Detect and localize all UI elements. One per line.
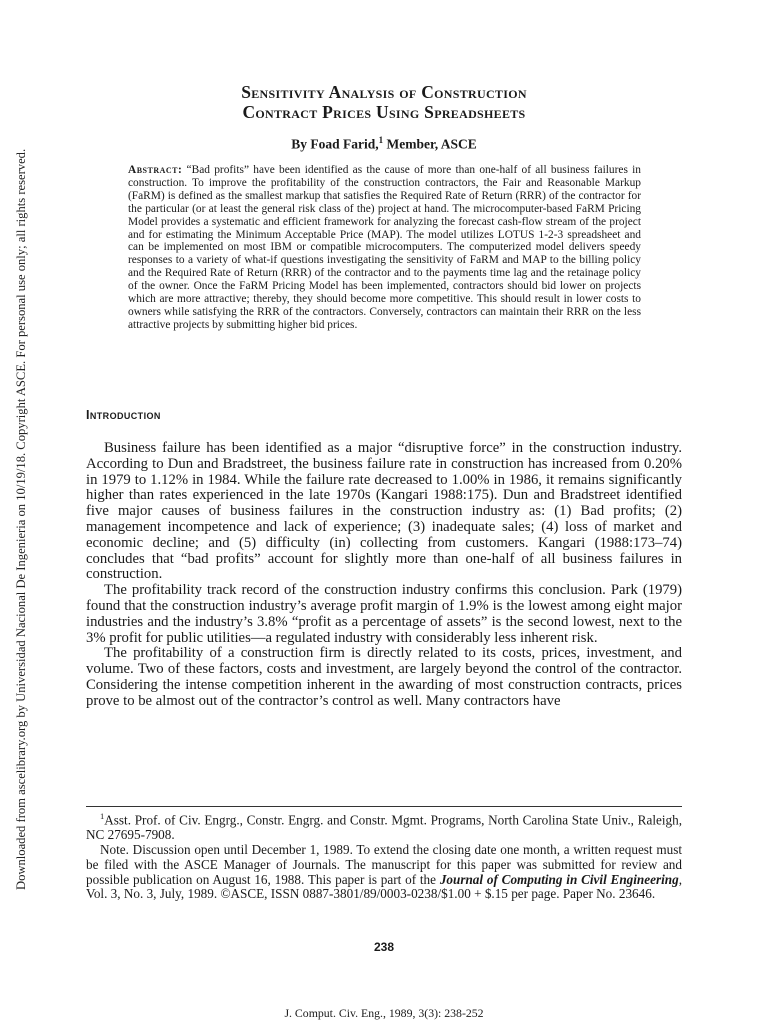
body-paragraph: The profitability of a construction firm is directly related to its costs, prices, investment, and volume. Two of these factors, costs and investment, are largely beyond the control of the contractor. Considering the intense competition inherent in the awarding of most construction contracts, prices prove to be almost out of the contractor’s control as well. Many contractors have (86, 645, 682, 709)
footnote-affiliation (86, 809, 682, 843)
footnotes (86, 809, 682, 902)
journal-name: Journal of Computing in Civil Engineering (439, 871, 679, 887)
author-line (0, 135, 768, 153)
note-text-suffix: , Vol. 3, No. 3, July, 1989. ©ASCE, ISSN 0887-3801/89/0003-0238/$1.00 + $.15 per page. Paper No. 23646. (86, 871, 682, 902)
paper-title-line-2: Contract Prices Using Spreadsheets (242, 102, 526, 122)
author-membership: Member, ASCE (383, 136, 477, 152)
body-paragraph: Business failure has been identified as a major “disruptive force” in the construction industry. According to Dun and Bradstreet, the business failure rate in construction has increased from 0.20% in 1979 to 1.12% in 1984. While the failure rate decreased to 1.00% in 1986, it remains significantly higher than rates experienced in the late 1970s (Kangari 1988:175). Dun and Bradstreet identified five major causes of business failures in the construction industry as: (1) Bad profits; (2) management incompetence and lack of experience; (3) inadequate sales; (4) loss of market and economic decline; and (5) difficulty (in) collecting from customers. Kangari (1988:173–74) concludes that “bad profits” account for slightly more than one-half of all business failures in construction. (86, 440, 682, 583)
footnote-rule (86, 806, 682, 807)
paper-title (0, 82, 768, 122)
section-heading-introduction: Introduction (86, 408, 161, 422)
download-watermark-text: Downloaded from ascelibrary.org by Universidad Nacional De Ingenieria on 10/19/18. Copyright ASCE. For personal use only; all rights reserved. (14, 148, 28, 890)
note-text-prefix: Note. Discussion open until December 1, 1989. To extend the closing date one month, a written request must be filed with the ASCE Manager of Journals. The manuscript for this paper was submitted for review and possible publication on August 16, 1988. This paper is part of the (86, 841, 682, 887)
body-text (86, 441, 682, 710)
author-name: By Foad Farid, (291, 136, 379, 152)
abstract-text: “Bad profits” have been identified as the cause of more than one-half of all business failures in construction. To improve the profitability of the construction contractors, the Fair and Reasonable Markup (FaRM) is defined as the smallest markup that satisfies the Required Rate of Return (RRR) of the contractor for the particular (or at least the general risk class of the) project at hand. The microcomputer-based FaRM Pricing Model provides a systematic and efficient framework for analyzing the forecast cash-flow stream of the project and for estimating the Minimum Acceptable Price (MAP). The model utilizes LOTUS 1-2-3 spreadsheet and can be implemented on most IBM or compatible microcomputers. The computerized model delivers speedy responses to a variety of what-if questions investigating the sensitivity of FaRM and MAP to the billing policy and the Required Rate of Return (RRR) of the contractor and to the payments time lag and the retainage policy of the owner. Once the FaRM Pricing Model has been implemented, contractors should bid lower on projects which are more attractive; thereby, they should become more competitive. This should result in lower costs to owners while satisfying the RRR of the contractors. Conversely, contractors can maintain their RRR on the less attractive projects by submitting higher bid prices. (128, 164, 641, 331)
abstract-label: Abstract: (128, 164, 183, 176)
abstract (128, 164, 641, 332)
author-footnote-marker: 1 (378, 135, 384, 145)
journal-citation-footer: J. Comput. Civ. Eng., 1989, 3(3): 238-252 (284, 1006, 484, 1020)
page-number: 238 (373, 940, 395, 954)
footnote-marker: 1 (100, 811, 105, 821)
body-paragraph: The profitability track record of the construction industry confirms this conclusion. Park (1979) found that the construction industry’s average profit margin of 1.9% is the lowest among eight major industries and the industry’s 3.8% “profit as a percentage of assets” is the second lowest, next to the 3% profit for public utilities—a regulated industry with considerably less inherent risk. (86, 582, 682, 646)
paper-title-line-1: Sensitivity Analysis of Construction (241, 82, 527, 102)
footnote-note (86, 843, 682, 902)
download-watermark (14, 130, 30, 890)
footnote-affiliation-text: Asst. Prof. of Civ. Engrg., Constr. Engrg. and Constr. Mgmt. Programs, North Carolina State Univ., Raleigh, NC 27695-7908. (86, 812, 682, 843)
